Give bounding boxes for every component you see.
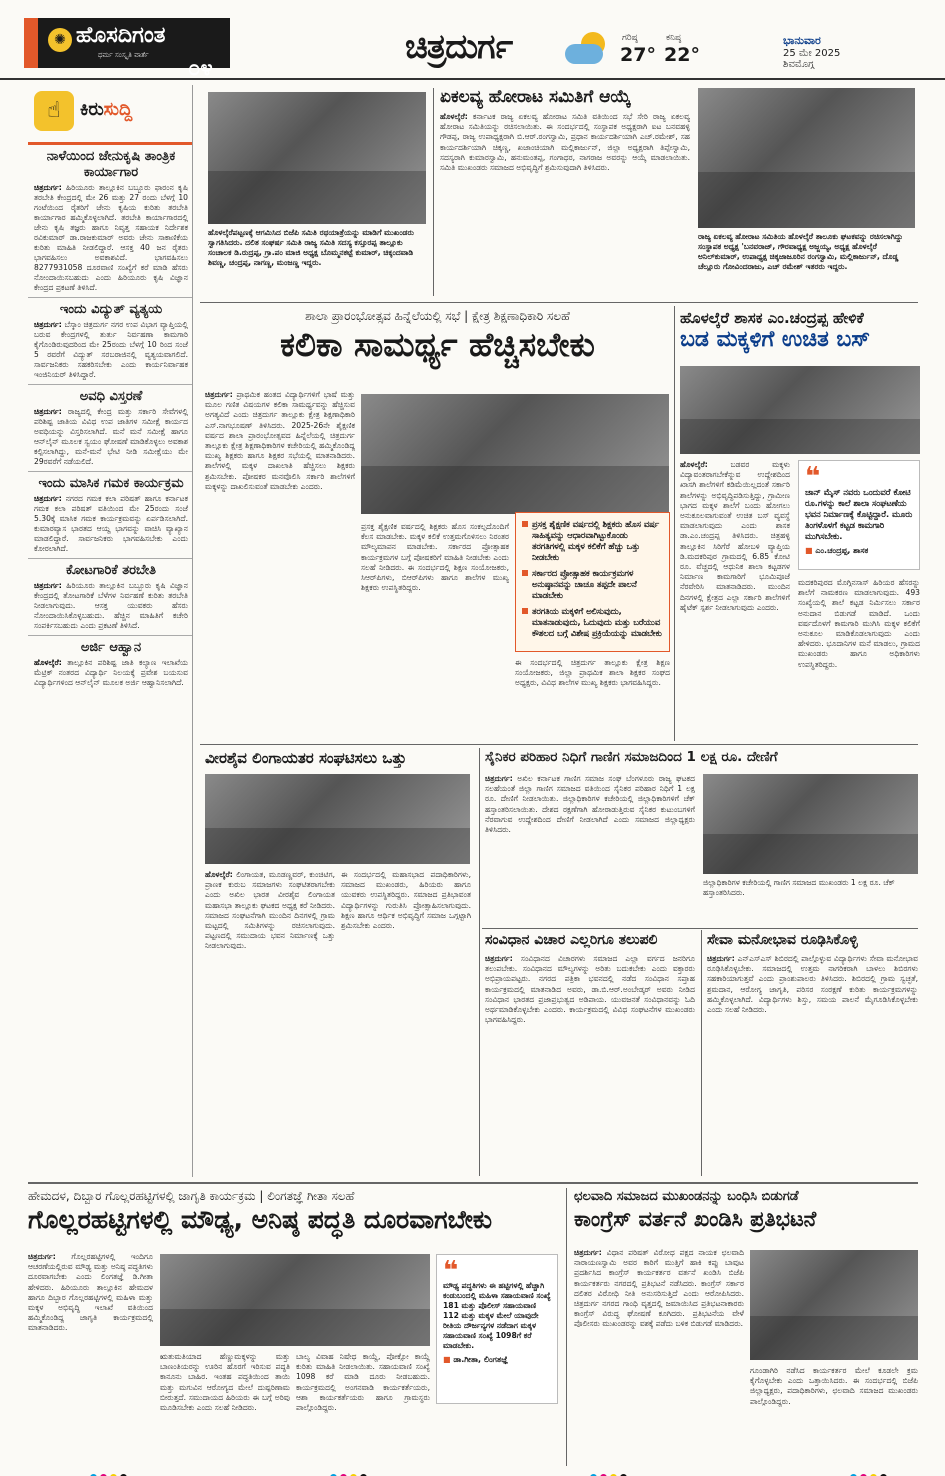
kalika-body-2: ಪ್ರಸಕ್ತ ಶೈಕ್ಷಣಿಕ ವರ್ಷದಲ್ಲಿ ಶಿಕ್ಷಕರು ಹೊಸ ಸಂಕಲ್ಪದೊಂದಿಗೆ ಕೆಲಸ ಮಾಡಬೇಕು. ಮಕ್ಕಳ ಕಲಿಕೆ ಉತ್ತಮಗೊಳಿಸಲು ನಿರಂತರ ಮೌಲ್ಯಮಾಪನ ಮಾಡಬೇಕು. ಸರ್ಕಾರದ ಪ್ರೋತ್ಸಾಹಕ ಕಾರ್ಯಕ್ರಮಗಳ ಬಗ್ಗೆ ಪೋಷಕರಿಗೆ ಮಾಹಿತಿ ನೀಡಬೇಕು ಎಂದು ಸಲಹೆ ನೀಡಿದರು. ಈ ಸಂದರ್ಭದಲ್ಲಿ ಶಿಕ್ಷಣ ಸಂಯೋಜಕರು, ಸಿಆರ್‌ಪಿಗಳು, ಬಿಆರ್‌ಪಿಗಳು ಹಾಗೂ ಶಾಲೆಗಳ ಮುಖ್ಯ ಶಿಕ್ಷಕರು ಉಪಸ್ಥಿತರಿದ್ದರು. bbox=[361, 522, 509, 593]
mouda-kicker: ಹೇಮದಳ, ದಿಬ್ಬಾರ ಗೊಲ್ಲರಹಟ್ಟಿಗಳಲ್ಲಿ ಜಾಗೃತಿ ಕಾರ್ಯಕ್ರಮ | ಲಿಂಗತಜ್ಞೆ ಗೀತಾ ಸಲಹೆ bbox=[28, 1189, 355, 1203]
bus-body-1: ಹೊಳಲ್ಕೆರೆ: ಬಡವರ ಮಕ್ಕಳು ವಿದ್ಯಾವಂತರಾಗಬೇಕೆನ್ನುವ ಉದ್ದೇಶದಿಂದ ಖಾಸಗಿ ಶಾಲೆಗಳಿಗೆ ಕಡಿಮೆಯಿಲ್ಲದಂತೆ ಸರ್ಕಾರಿ ಶಾಲೆಗಳನ್ನು ಅಭಿವೃದ್ಧಿಪಡಿಸುತ್ತಿದ್ದು, ಗ್ರಾಮೀಣ ಭಾಗದ ಮಕ್ಕಳ ಶಾಲೆಗೆ ಬಂದು ಹೋಗಲು ಅನುಕೂಲವಾಗುವಂತೆ ಉಚಿತ ಬಸ್ ವ್ಯವಸ್ಥೆ ಮಾಡಲಾಗುವುದು ಎಂದು ಶಾಸಕ ಡಾ.ಎಂ.ಚಂದ್ರಪ್ಪ ತಿಳಿಸಿದರು. ಚಿತ್ರಹಳ್ಳಿ ತಾಲ್ಲೂಕಿನ ಸಿರಿಗೆರೆ ಹೋಬಳಿ ವ್ಯಾಪ್ತಿಯ ಡಿ.ಮದಕರಿಪುರ ಗ್ರಾಮದಲ್ಲಿ 6.85 ಕೋಟಿ ರೂ. ವೆಚ್ಚದಲ್ಲಿ ಆಧುನಿಕ ಶಾಲಾ ಕಟ್ಟಡಗಳ ನಿರ್ಮಾಣ ಕಾಮಗಾರಿಗೆ ಭೂಮಿಪೂಜೆ ನೆರವೇರಿಸಿ ಮಾತನಾಡಿದರು. ಮುಂದಿನ ದಿನಗಳಲ್ಲಿ ಕ್ಷೇತ್ರದ ಎಲ್ಲಾ ಸರ್ಕಾರಿ ಶಾಲೆಗಳಿಗೆ ಹೈಟೆಕ್ ಸ್ಪರ್ಶ ನೀಡಲಾಗುವುದು ಎಂದರು. bbox=[680, 460, 790, 612]
pullquote-text: ಮೌಢ್ಯ ಪದ್ಧತಿಗಳು ಈ ಹಟ್ಟಿಗಳಲ್ಲಿ ಹೆಚ್ಚಾಗಿ ಕಂಡುಬಂದಲ್ಲಿ ಮಹಿಳಾ ಸಹಾಯವಾಣಿ ಸಂಖ್ಯೆ 181 ಮತ್ತು ಪೊಲೀಸ್ ಸಹಾಯವಾಣಿ 112 ಮತ್ತು ಮಕ್ಕಳ ಮೇಲೆ ಯಾವುದೇ ರೀತಿಯ ದೌರ್ಜನ್ಯಗಳ ನಡೆದಾಗ ಮಕ್ಕಳ ಸಹಾಯವಾಣಿ ಸಂಖ್ಯೆ 1098ಗೆ ಕರೆ ಮಾಡಬೇಕು. bbox=[443, 1281, 551, 1350]
bus-headline-top: ಹೊಳಲ್ಕೆರೆ ಶಾಸಕ ಎಂ.ಚಂದ್ರಪ್ಪ ಹೇಳಿಕೆ bbox=[680, 309, 864, 327]
veerashaiva-body-2: ಈ ಸಂದರ್ಭದಲ್ಲಿ ಮಹಾಸಭಾದ ಪದಾಧಿಕಾರಿಗಳು, ಸಮಾಜದ ಮುಖಂಡರು, ಹಿರಿಯರು ಹಾಗೂ ಯುವಕರು ಉಪಸ್ಥಿತರಿದ್ದರು. ಸಮಾಜದ ಪ್ರತಿಭಾವಂತ ವಿದ್ಯಾರ್ಥಿಗಳನ್ನು ಗುರುತಿಸಿ ಪ್ರೋತ್ಸಾಹಿಸಲಾಗುವುದು. ಶಿಕ್ಷಣ ಹಾಗೂ ಆರ್ಥಿಕ ಅಭಿವೃದ್ಧಿಗೆ ಸಮಾಜ ಒಗ್ಗಟ್ಟಾಗಿ ಶ್ರಮಿಸಬೇಕು ಎಂದರು. bbox=[341, 870, 471, 931]
brief-title: ನಾಳೆಯಿಂದ ಜೇನುಕೃಷಿ ತಾಂತ್ರಿಕ ಕಾರ್ಯಾಗಾರ bbox=[46, 149, 176, 180]
brief-body: ಚಿತ್ರದುರ್ಗ: ಹಿರಿಯೂರು ತಾಲ್ಲೂಕಿನ ಬಬ್ಬೂರು ಕೃಷಿ ವಿಜ್ಞಾನ ಕೇಂದ್ರದಲ್ಲಿ ತೋಟಗಾರಿಕೆ ಬೆಳೆಗಳ ನಿರ್ವಹಣೆ ಕುರಿತು ತರಬೇತಿ ನೀಡಲಾಗುವುದು. ಆಸಕ್ತ ಯುವಕರು ಹೆಸರು ನೋಂದಾಯಿಸಿಕೊಳ್ಳಬಹುದು. ಹೆಚ್ಚಿನ ಮಾಹಿತಿಗೆ ಕಚೇರಿ ಸಂಪರ್ಕಿಸಬಹುದು ಎಂದು ಪ್ರಕಟಣೆ ತಿಳಿಸಿದೆ. bbox=[34, 581, 188, 630]
color-registration-marks bbox=[590, 1466, 630, 1474]
mouda-photo bbox=[160, 1254, 430, 1346]
rally-caption: ಹೊಳಲ್ಕೆರೆಪಟ್ಟಣಕ್ಕೆ ಆಗಮಿಸಿದ ಬಿಜೆಪಿ ಸಮಿತಿ ರಥಯಾತ್ರೆಯನ್ನು ಮಾಡಿಗೆ ಮುಖಂಡರು ಸ್ವಾಗತಿಸಿದರು. ದಲಿತ ಸಂಘರ್ಷ ಸಮಿತಿ ರಾಜ್ಯ ಸಮಿತಿ ಸದಸ್ಯ ಕಸ್ತೂರಪ್ಪ ತಾಲ್ಲೂಕು ಸಂಚಾಲಕ ಡಿ.ರುದ್ರಪ್ಪ, ಗ್ರಾ.ಪಂ ಮಾಜಿ ಅಧ್ಯಕ್ಷ ಬೊಮ್ಮನಕಟ್ಟೆ ಕುಮಾರ್, ಚಿಕ್ಕಂದವಾಡಿ ಶಿವಣ್ಣ, ಚಂದ್ರಪ್ಪ, ನಾಗಣ್ಣ, ಮಂಜಣ್ಣ ಇದ್ದರು. bbox=[208, 228, 414, 267]
veerashaiva-story bbox=[205, 750, 475, 1175]
brief-title: ಇಂದು ವಿದ್ಯುತ್ ವ್ಯತ್ಯಯ bbox=[59, 302, 163, 317]
kalika-body-1: ಚಿತ್ರದುರ್ಗ: ಪ್ರಾಥಮಿಕ ಹಂತದ ವಿದ್ಯಾರ್ಥಿಗಳಿಗೆ ಭಾಷೆ ಮತ್ತು ಮೂಲ ಗಣಿತ ವಿಷಯಗಳ ಕಲಿಕಾ ಸಾಮರ್ಥ್ಯವನ್ನು ಹೆಚ್ಚಿಸುವ ಅಗತ್ಯವಿದೆ ಎಂದು ಚಿತ್ರದುರ್ಗ ತಾಲ್ಲೂಕು ಕ್ಷೇತ್ರ ಶಿಕ್ಷಣಾಧಿಕಾರಿ ಎಸ್.ನಾಗಭೂಷಣ್ ತಿಳಿಸಿದರು. 2025-26ನೇ ಶೈಕ್ಷಣಿಕ ವರ್ಷದ ಶಾಲಾ ಪ್ರಾರಂಭೋತ್ಸವದ ಹಿನ್ನೆಲೆಯಲ್ಲಿ ಚಿತ್ರದುರ್ಗ ತಾಲ್ಲೂಕು ಕ್ಷೇತ್ರ ಶಿಕ್ಷಣಾಧಿಕಾರಿಗಳ ಕಚೇರಿಯಲ್ಲಿ ಹಮ್ಮಿಕೊಂಡಿದ್ದ ಮುಖ್ಯ ಶಿಕ್ಷಕರು ಹಾಗೂ ಶಿಕ್ಷಕರ ಸಭೆಯಲ್ಲಿ ಮಾತನಾಡಿದರು. ಶಾಲೆಗಳಲ್ಲಿ ಮಕ್ಕಳ ದಾಖಲಾತಿ ಹೆಚ್ಚಿಸಲು ಶಿಕ್ಷಕರು ಶ್ರಮಿಸಬೇಕು. ಪೋಷಕರ ಮನವೊಲಿಸಿ ಸರ್ಕಾರಿ ಶಾಲೆಗಳಿಗೆ ಮಕ್ಕಳನ್ನು ದಾಖಲಿಸುವಂತೆ ಮಾಡಬೇಕು ಎಂದರು. bbox=[205, 390, 355, 491]
highlight-item: ಪ್ರಸಕ್ತ ಶೈಕ್ಷಣಿಕ ವರ್ಷದಲ್ಲಿ ಶಿಕ್ಷಕರು ಹೊಸ ವರ್ಷ ಸಾಹಿತ್ಯವನ್ನು ಆಧಾರವಾಗಿಟ್ಟುಕೊಂಡು ತರಗತಿಗಳಲ್ಲಿ ಮಕ್ಕಳ ಕಲಿಕೆಗೆ ಹೆಚ್ಚು ಒತ್ತು ನೀಡಬೇಕು bbox=[522, 519, 663, 563]
temp-min: 22° bbox=[664, 44, 700, 66]
temp-min-label: ಕನಿಷ್ಠ bbox=[666, 33, 682, 43]
kalika-highlights bbox=[515, 512, 670, 652]
highlight-item: ಸರ್ಕಾರದ ಪ್ರೋತ್ಸಾಹಕ ಕಾರ್ಯಕ್ರಮಗಳ ಅನುಷ್ಠಾನವನ್ನು ಚಾಚೂ ತಪ್ಪದೇ ಪಾಲನೆ ಮಾಡಬೇಕು bbox=[522, 568, 663, 601]
brief-item bbox=[28, 636, 192, 692]
seva-body: ಚಿತ್ರದುರ್ಗ: ಎನ್‌ಎಸ್‌ಎಸ್ ಶಿಬಿರದಲ್ಲಿ ಪಾಲ್ಗೊಳ್ಳುವ ವಿದ್ಯಾರ್ಥಿಗಳು ಸೇವಾ ಮನೋಭಾವ ರೂಢಿಸಿಕೊಳ್ಳಬೇಕು. ಸಮಾಜದಲ್ಲಿ ಉತ್ತಮ ನಾಗರಿಕರಾಗಿ ಬಾಳಲು ಶಿಬಿರಗಳು ಸಹಕಾರಿಯಾಗುತ್ತವೆ ಎಂದು ಪ್ರಾಂಶುಪಾಲರು ತಿಳಿಸಿದರು. ಶಿಬಿರದಲ್ಲಿ ಗ್ರಾಮ ಸ್ವಚ್ಛತೆ, ಶ್ರಮದಾನ, ಆರೋಗ್ಯ ಜಾಗೃತಿ, ಪರಿಸರ ಸಂರಕ್ಷಣೆ ಕುರಿತು ಕಾರ್ಯಕ್ರಮಗಳನ್ನು ಹಮ್ಮಿಕೊಳ್ಳಲಾಗಿದೆ. ವಿದ್ಯಾರ್ಥಿಗಳು ಶಿಸ್ತು, ಸಮಯ ಪಾಲನೆ ಮೈಗೂಡಿಸಿಕೊಳ್ಳಬೇಕು ಎಂದು ಸಲಹೆ ನೀಡಿದರು. bbox=[707, 954, 918, 1015]
issue-date: 25 ಮೇ 2025 bbox=[783, 48, 841, 59]
brief-title: ಕೋಟಗಾರಿಕೆ ತರಬೇತಿ bbox=[65, 563, 157, 578]
date-box bbox=[783, 34, 840, 70]
sainikara-photo bbox=[703, 774, 918, 874]
sainikara-story bbox=[485, 750, 918, 925]
brief-body: ಚಿತ್ರದುರ್ಗ: ನಗರದ ಗಮಕ ಕಲಾ ಪರಿಷತ್ ಹಾಗೂ ಕರ್ನಾಟಕ ಗಮಕ ಕಲಾ ಪರಿಷತ್ ವತಿಯಿಂದ ಮೇ 25ರಂದು ಸಂಜೆ 5.30ಕ್ಕೆ ಮಾಸಿಕ ಗಮಕ ಕಾರ್ಯಕ್ರಮವನ್ನು ಏರ್ಪಡಿಸಲಾಗಿದೆ. ಕುಮಾರವ್ಯಾಸ ಭಾರತದ ಆಯ್ದ ಭಾಗವನ್ನು ವಾಚಿಸಿ ವ್ಯಾಖ್ಯಾನ ಮಾಡಲಿದ್ದಾರೆ. ಸಾರ್ವಜನಿಕರು ಭಾಗವಹಿಸಬೇಕು ಎಂದು ಕೋರಲಾಗಿದೆ. bbox=[34, 494, 188, 553]
temp-max-label: ಗರಿಷ್ಠ bbox=[622, 33, 638, 43]
sidebar-title: ಕಿರುಸುದ್ದಿ bbox=[80, 99, 133, 120]
congress-body-1: ಚಿತ್ರದುರ್ಗ: ವಿಧಾನ ಪರಿಷತ್ ವಿರೋಧ ಪಕ್ಷದ ನಾಯಕ ಛಲವಾದಿ ನಾರಾಯಣಸ್ವಾಮಿ ಅವರ ಕಾರಿಗೆ ಮುತ್ತಿಗೆ ಹಾಕಿ ಕಪ್ಪು ಬಾವುಟ ಪ್ರದರ್ಶಿಸಿದ ಕಾಂಗ್ರೆಸ್ ಕಾರ್ಯಕರ್ತರ ವರ್ತನೆ ಖಂಡಿಸಿ ಬಿಜೆಪಿ ಕಾರ್ಯಕರ್ತರು ನಗರದಲ್ಲಿ ಪ್ರತಿಭಟನೆ ನಡೆಸಿದರು. ಕಾಂಗ್ರೆಸ್ ಸರ್ಕಾರ ದಲಿತರ ವಿರೋಧಿ ನೀತಿ ಅನುಸರಿಸುತ್ತಿದೆ ಎಂದು ಆರೋಪಿಸಿದರು. ಚಿತ್ರದುರ್ಗ ನಗರದ ಗಾಂಧಿ ವೃತ್ತದಲ್ಲಿ ಜಮಾಯಿಸಿದ ಪ್ರತಿಭಟನಾಕಾರರು ಕಾಂಗ್ರೆಸ್ ವಿರುದ್ಧ ಘೋಷಣೆ ಕೂಗಿದರು. ಪ್ರತಿಭಟನೆಯ ವೇಳೆ ಪೊಲೀಸರು ಮುಖಂಡರನ್ನು ವಶಕ್ಕೆ ಪಡೆದು ಬಳಿಕ ಬಿಡುಗಡೆ ಮಾಡಿದರು. bbox=[574, 1248, 744, 1329]
weather-icon bbox=[565, 32, 609, 66]
finger-point-icon: ☝ bbox=[34, 91, 74, 131]
seva-headline: ಸೇವಾ ಮನೋಭಾವ ರೂಢಿಸಿಕೊಳ್ಳಿ bbox=[707, 932, 858, 948]
brief-title: ಅವಧಿ ವಿಸ್ತರಣೆ bbox=[79, 389, 143, 404]
logo-tagline: ಧರ್ಮ ಸಂಸ್ಕೃತಿ ವಾರ್ತೆ bbox=[98, 51, 149, 59]
congress-headline: ಕಾಂಗ್ರೆಸ್ ವರ್ತನೆ ಖಂಡಿಸಿ ಪ್ರತಿಭಟನೆ bbox=[574, 1206, 817, 1231]
brief-title: ಇಂದು ಮಾಸಿಕ ಗಮಕ ಕಾರ್ಯಕ್ರಮ bbox=[38, 476, 184, 491]
logo-emblem-icon: ✺ bbox=[48, 28, 72, 52]
veerashaiva-body-1: ಹೊಳಲ್ಕೆರೆ: ಲಿಂಗಾಯತ, ಮೂಡಣ್ಣವರ್, ಕುಂಚಿಟಿಗ, ಪ್ರಾಣಕ ಕುರುಬ ಸಮಾಜಗಳು ಸಂಘಟಿತರಾಗಬೇಕು ಎಂದು ಅಖಿಲ ಭಾರತ ವೀರಶೈವ ಲಿಂಗಾಯತ ಮಹಾಸಭಾ ತಾಲ್ಲೂಕು ಘಟಕದ ಅಧ್ಯಕ್ಷ ಕರೆ ನೀಡಿದರು. ಸಮಾಜದ ಸಂಘಟನೆಗಾಗಿ ಮುಂದಿನ ದಿನಗಳಲ್ಲಿ ಗ್ರಾಮ ಮಟ್ಟದಲ್ಲಿ ಸಮಿತಿಗಳನ್ನು ರಚಿಸಲಾಗುವುದು. ಪಟ್ಟಣದಲ್ಲಿ ಸಮುದಾಯ ಭವನ ನಿರ್ಮಾಣಕ್ಕೆ ಒತ್ತು ನೀಡಲಾಗುವುದು. bbox=[205, 870, 335, 951]
ekalavya-story bbox=[440, 88, 915, 298]
samvidhana-headline: ಸಂವಿಧಾನ ವಿಚಾರ ಎಲ್ಲರಿಗೂ ತಲುಪಲಿ bbox=[485, 932, 658, 948]
mouda-body-3: ಬಾಲ್ಯ ವಿವಾಹ ನಿಷೇಧ ಕಾಯ್ದೆ, ಪೋಕ್ಸೋ ಕಾಯ್ದೆ ಕುರಿತು ಮಾಹಿತಿ ನೀಡಲಾಯಿತು. ಸಹಾಯವಾಣಿ ಸಂಖ್ಯೆ 1098 ಕರೆ ಮಾಡಿ ದೂರು ನೀಡಬಹುದು. ಕಾರ್ಯಕ್ರಮದಲ್ಲಿ ಅಂಗನವಾಡಿ ಕಾರ್ಯಕರ್ತೆಯರು, ಆಶಾ ಕಾರ್ಯಕರ್ತೆಯರು ಹಾಗೂ ಗ್ರಾಮಸ್ಥರು ಪಾಲ್ಗೊಂಡಿದ್ದರು. bbox=[296, 1352, 430, 1413]
brief-body: ಚಿತ್ರದುರ್ಗ: ಹಿರಿಯೂರು ತಾಲ್ಲೂಕಿನ ಬಬ್ಬೂರು ಫಾರಂನ ಕೃಷಿ ತರಬೇತಿ ಕೇಂದ್ರದಲ್ಲಿ ಮೇ 26 ಮತ್ತು 27 ರಂದು ಬೆಳಗ್ಗೆ 10 ಗಂಟೆಯಿಂದ ರೈತರಿಗೆ ಜೇನು ಕೃಷಿಯ ಕುರಿತು ತರಬೇತಿ ಕಾರ್ಯಾಗಾರ ಹಮ್ಮಿಕೊಳ್ಳಲಾಗಿದೆ. ತರಬೇತಿ ಕಾರ್ಯಾಗಾರದಲ್ಲಿ ಜೇನು ಕೃಷಿ ತಜ್ಞರು ಹಾಗೂ ನಿವೃತ್ತ ಸಹಾಯಕ ನಿರ್ದೇಶಕ ರವಿಕುಮಾರ್ ಡಾ.ರಾಜಕುಮಾರ್ ಅವರು ಜೇನು ಸಾಕಾಣಿಕೆಯ ಕುರಿತು ಮಾಹಿತಿ ನೀಡಲಿದ್ದಾರೆ. ಆಸಕ್ತ 40 ಜನ ರೈತರು ಭಾಗವಹಿಸಲು ಅವಕಾಶವಿದೆ. ಭಾಗವಹಿಸಲು 8277931058 ದೂರವಾಣಿ ಸಂಖ್ಯೆಗೆ ಕರೆ ಮಾಡಿ ಹೆಸರು ನೋಂದಾಯಿಸಬಹುದು ಎಂದು ಹಿರಿಯೂರು ಕೃಷಿ ವಿಜ್ಞಾನ ಕೇಂದ್ರದ ಪ್ರಕಟಣೆ ತಿಳಿಸಿದೆ. bbox=[34, 183, 188, 292]
row-rule bbox=[482, 928, 918, 929]
samvidhana-body: ಚಿತ್ರದುರ್ಗ: ಸಂವಿಧಾನದ ವಿಚಾರಗಳು ಸಮಾಜದ ಎಲ್ಲಾ ವರ್ಗದ ಜನರಿಗೂ ತಲುಪಬೇಕು. ಸಂವಿಧಾನದ ಮೌಲ್ಯಗಳನ್ನು ಅರಿತು ಬದುಕಬೇಕು ಎಂದು ವಕ್ತಾರರು ಅಭಿಪ್ರಾಯಪಟ್ಟರು. ನಗರದ ಪತ್ರಿಕಾ ಭವನದಲ್ಲಿ ನಡೆದ ಸಂವಿಧಾನ ಸಪ್ತಾಹ ಕಾರ್ಯಕ್ರಮದಲ್ಲಿ ಮಾತನಾಡಿದ ಅವರು, ಡಾ.ಬಿ.ಆರ್.ಅಂಬೇಡ್ಕರ್ ಅವರು ನೀಡಿದ ಸಂವಿಧಾನ ಭಾರತದ ಪ್ರಜಾಪ್ರಭುತ್ವದ ಅಡಿಪಾಯ. ಯುವಜನತೆ ಸಂವಿಧಾನವನ್ನು ಓದಿ ಅರ್ಥಮಾಡಿಕೊಳ್ಳಬೇಕು ಎಂದರು. ಕಾರ್ಯಕ್ರಮದಲ್ಲಿ ವಿವಿಧ ಸಂಘಟನೆಗಳ ಮುಖಂಡರು ಭಾಗವಹಿಸಿದ್ದರು. bbox=[485, 954, 695, 1025]
kalika-story bbox=[205, 310, 670, 740]
seva-story bbox=[707, 932, 918, 1177]
brief-body: ಹೊಳಲ್ಕೆರೆ: ತಾಲ್ಲೂಕಿನ ಪರಿಶಿಷ್ಟ ಜಾತಿ ಕಲ್ಯಾಣ ಇಲಾಖೆಯ ಮೆಟ್ರಿಕ್ ನಂತರದ ವಿದ್ಯಾರ್ಥಿ ನಿಲಯಕ್ಕೆ ಪ್ರವೇಶ ಬಯಸುವ ವಿದ್ಯಾರ್ಥಿಗಳಿಂದ ಆನ್‌ಲೈನ್ ಮೂಲಕ ಅರ್ಜಿ ಆಹ್ವಾನಿಸಲಾಗಿದೆ. bbox=[34, 658, 188, 687]
pullquote-text: ಜಾನ್ ಮೈಸ್ ನವರು ಒಂದುವರೆ ಕೋಟಿ ರೂ.ಗಳನ್ನು ಕಾಲೆ ಶಾಲಾ ಸಂಘಟಣೆಯ ಭವನ ನಿರ್ಮಾಣಕ್ಕೆ ಕೊಟ್ಟಿದ್ದಾರೆ. ಮೂರು ತಿಂಗಳೊಳಗೆ ಕಟ್ಟಡ ಕಾಮಗಾರಿ ಮುಗಿಸಬೇಕು. bbox=[805, 487, 913, 541]
column-rule bbox=[701, 930, 702, 1176]
veerashaiva-headline: ವೀರಶೈವ ಲಿಂಗಾಯತರ ಸಂಘಟಿಸಲು ಒತ್ತು bbox=[205, 749, 407, 767]
bus-body-3: ಮದಕರಿಪುರದ ಮೊಗ್ಗಿನಸಾಸ್ ಹಿರಿಯರ ಹೆಸರನ್ನು ಶಾಲೆಗೆ ನಾಮಕರಣ ಮಾಡಲಾಗುವುದು. 493 ಸಂಖ್ಯೆಯಲ್ಲಿ ಶಾಲೆ ಕಟ್ಟಡ ನಿರ್ಮಿಸಲು ಸರ್ಕಾರ ಅನುದಾನ ಬಿಡುಗಡೆ ಮಾಡಿದೆ. ಒಂದು ವರ್ಷದೊಳಗೆ ಕಾಮಗಾರಿ ಮುಗಿಸಿ ಮಕ್ಕಳ ಕಲಿಕೆಗೆ ಅನುಕೂಲ ಮಾಡಿಕೊಡಲಾಗುವುದು ಎಂದು ಹೇಳಿದರು. ಭೂದಾನಿಗಳ ಮನೆ ಮಾಡಲು, ಗ್ರಾಮದ ಮುಖಂಡರು ಹಾಗೂ ಅಧಿಕಾರಿಗಳು ಉಪಸ್ಥಿತರಿದ್ದರು. bbox=[798, 578, 920, 669]
quote-mark-icon: ❝ bbox=[805, 462, 821, 492]
congress-kicker: ಛಲವಾದಿ ಸಮಾಜದ ಮುಖಂಡನನ್ನು ಬಂಧಿಸಿ ಬಿಡುಗಡೆ bbox=[574, 1189, 799, 1204]
bus-pullquote bbox=[798, 460, 920, 570]
mouda-headline: ಗೊಲ್ಲರಹಟ್ಟಿಗಳಲ್ಲಿ ಮೌಢ್ಯ, ಅನಿಷ್ಠ ಪದ್ಧತಿ ದೂರವಾಗಬೇಕು bbox=[28, 1204, 493, 1234]
masthead bbox=[0, 0, 945, 80]
ekalavya-caption: ರಾಜ್ಯ ಏಕಲವ್ಯ ಹೋರಾಟ ಸಮಿತಿಯ ಹೊಳಲ್ಕೆರೆ ತಾಲೂಕು ಘಟಕವನ್ನು ರಚಿಸಲಾಗಿದ್ದು ಸಂಸ್ಥಾಪಕ ಅಧ್ಯಕ್ಷ 'ಬನವರಾಜ್, ಗೌರವಾಧ್ಯಕ್ಷ ಅಜ್ಜಯ್ಯ, ಅಧ್ಯಕ್ಷ ಹೊಳಲ್ಕೆರೆ ಅನಿಲ್‌ಕುಮಾರ್, ಉಪಾಧ್ಯಕ್ಷ ಚಿಕ್ಕಜಾಜೂರಿನ ರಂಗಸ್ವಾಮಿ, ಮಲ್ಲಿಕಾರ್ಜುನ್, ದೊಡ್ಡ ಚೆಲ್ಲೂರು ಗೋವಿಂದರಾಜು, ಎಚ್ ರಮೇಶ್ ಇತರರು ಇದ್ದರು. bbox=[698, 232, 903, 271]
pullquote-attribution: ■ ಎಂ.ಚಂದ್ರಪ್ಪ, ಶಾಸಕ bbox=[805, 546, 913, 556]
samvidhana-story bbox=[485, 932, 695, 1177]
ekalavya-headline: ಏಕಲವ್ಯ ಹೋರಾಟ ಸಮಿತಿಗೆ ಆಯ್ಕೆ bbox=[440, 87, 631, 107]
kalika-kicker: ಶಾಲಾ ಪ್ರಾರಂಭೋತ್ಸವ ಹಿನ್ನೆಲೆಯಲ್ಲಿ ಸಭೆ | ಕ್ಷೇತ್ರ ಶಿಕ್ಷಣಾಧಿಕಾರಿ ಸಲಹೆ bbox=[305, 309, 570, 323]
bus-story bbox=[680, 310, 920, 740]
quote-mark-icon: ❝ bbox=[443, 1256, 459, 1286]
newspaper-logo bbox=[24, 18, 230, 81]
brief-item bbox=[28, 559, 192, 636]
mouda-body-2: ಋತುಮತಿಯಾದ ಹೆಣ್ಣುಮಕ್ಕಳನ್ನು ಮತ್ತು ಬಾಣಂತಿಯರನ್ನು ಊರಿನ ಹೊರಗೆ ಇರಿಸುವ ಪದ್ಧತಿ ಕಾನೂನು ಬಾಹಿರ. ಇಂತಹ ಪದ್ಧತಿಯಿಂದ ತಾಯಿ ಮತ್ತು ಮಗುವಿನ ಆರೋಗ್ಯದ ಮೇಲೆ ದುಷ್ಪರಿಣಾಮ ಬೀರುತ್ತದೆ. ಸಮುದಾಯದ ಹಿರಿಯರು ಈ ಬಗ್ಗೆ ಅರಿವು ಮೂಡಿಸಬೇಕು ಎಂದು ಸಲಹೆ ನೀಡಿದರು. bbox=[160, 1352, 290, 1413]
kalika-photo bbox=[361, 394, 669, 514]
brief-body: ಚಿತ್ರದುರ್ಗ: ರಾಜ್ಯದಲ್ಲಿ ಕೇಂದ್ರ ಮತ್ತು ಸರ್ಕಾರಿ ಸೇವೆಗಳಲ್ಲಿ ಪರಿಶಿಷ್ಟ ಜಾತಿಯ ವಿವಿಧ ಉಪ ಜಾತಿಗಳ ಸಮೀಕ್ಷೆ ಕಾರ್ಯದ ಅವಧಿಯನ್ನು ವಿಸ್ತರಿಸಲಾಗಿದೆ. ಮನೆ ಮನೆ ಸಮೀಕ್ಷೆ ಹಾಗೂ ಆನ್‌ಲೈನ್ ಮೂಲಕ ಸ್ವಯಂ ಘೋಷಣೆ ಮಾಡಿಕೊಳ್ಳಲು ಅವಕಾಶ ಕಲ್ಪಿಸಲಾಗಿದ್ದು, ಮನೆ-ಮನೆ ಭೇಟಿ ನೀಡಿ ಸಮೀಕ್ಷೆಯು ಮೇ 29ರವರೆಗೆ ನಡೆಯಲಿದೆ. bbox=[34, 407, 188, 466]
weekday: ಭಾನುವಾರ bbox=[783, 34, 821, 47]
brief-item bbox=[28, 145, 192, 298]
temp-max: 27° bbox=[620, 44, 656, 66]
color-registration-marks bbox=[330, 1466, 370, 1474]
rally-photo bbox=[208, 92, 426, 224]
color-registration-marks bbox=[90, 1466, 130, 1474]
page-number: ೦೪ bbox=[188, 56, 213, 81]
sainikara-caption: ಜಿಲ್ಲಾಧಿಕಾರಿಗಳ ಕಚೇರಿಯಲ್ಲಿ ಗಾಣಿಗ ಸಮಾಜದ ಮುಖಂಡರು 1 ಲಕ್ಷ ರೂ. ಚೆಕ್ ಹಸ್ತಾಂತರಿಸಿದರು. bbox=[703, 878, 895, 897]
brief-body: ಚಿತ್ರದುರ್ಗ: ಬೆಸ್ಕಾಂ ಚಿತ್ರದುರ್ಗ ನಗರ ಉಪ ವಿಭಾಗ ವ್ಯಾಪ್ತಿಯಲ್ಲಿ ಬರುವ ಕೇಂದ್ರಗಳಲ್ಲಿ ತುರ್ತು ನಿರ್ವಹಣಾ ಕಾಮಗಾರಿ ಕೈಗೊಂಡಿರುವುದರಿಂದ ಮೇ 25ರಂದು ಬೆಳಗ್ಗೆ 10 ರಿಂದ ಸಂಜೆ 5 ರವರೆಗೆ ವಿದ್ಯುತ್ ಸರಬರಾಜಿನಲ್ಲಿ ವ್ಯತ್ಯಯವಾಗಲಿದೆ. ಸಾರ್ವಜನಿಕರು ಸಹಕರಿಸಬೇಕು ಎಂದು ಕಾರ್ಯನಿರ್ವಾಹಕ ಇಂಜಿನಿಯರ್ ತಿಳಿಸಿದ್ದಾರೆ. bbox=[34, 320, 188, 379]
mouda-pullquote bbox=[436, 1254, 558, 1404]
city-name: ಚಿತ್ರದುರ್ಗ bbox=[405, 27, 513, 67]
bus-headline: ಬಡ ಮಕ್ಕಳಿಗೆ ಉಚಿತ ಬಸ್ bbox=[680, 327, 871, 353]
pullquote-attribution: ■ ಡಾ.ಗೀತಾ, ಲಿಂಗತಜ್ಞೆ bbox=[443, 1355, 551, 1365]
brief-item bbox=[28, 298, 192, 385]
row-rule bbox=[200, 744, 918, 745]
brief-item bbox=[28, 472, 192, 559]
kalika-headline: ಕಲಿಕಾ ಸಾಮರ್ಥ್ಯ ಹೆಚ್ಚಿಸಬೇಕು bbox=[280, 324, 595, 364]
logo-text: ಹೊಸದಿಗಂತ bbox=[76, 23, 166, 48]
bus-photo bbox=[680, 366, 920, 454]
congress-photo bbox=[750, 1250, 918, 1360]
color-registration-marks bbox=[850, 1466, 890, 1474]
sainikara-headline: ಸೈನಿಕರ ಪರಿಹಾರ ನಿಧಿಗೆ ಗಾಣಿಗ ಸಮಾಜದಿಂದ 1 ಲಕ್ಷ ರೂ. ದೇಣಿಗೆ bbox=[485, 749, 778, 765]
edition-name: ಶಿವಮೊಗ್ಗ bbox=[783, 59, 815, 70]
sainikara-body: ಚಿತ್ರದುರ್ಗ: ಅಖಿಲ ಕರ್ನಾಟಕ ಗಾಣಿಗ ಸಮಾಜ ಸಂಘ ಬೆಂಗಳೂರು ರಾಜ್ಯ ಘಟಕದ ಸಲಹೆಯಂತೆ ಜಿಲ್ಲಾ ಗಾಣಿಗ ಸಮಾಜದ ವತಿಯಿಂದ ಸೈನಿಕರ ಪರಿಹಾರ ನಿಧಿಗೆ 1 ಲಕ್ಷ ರೂ. ದೇಣಿಗೆ ನೀಡಲಾಯಿತು. ಜಿಲ್ಲಾಧಿಕಾರಿಗಳ ಕಚೇರಿಯಲ್ಲಿ ಜಿಲ್ಲಾಧಿಕಾರಿಗಳಿಗೆ ಚೆಕ್ ಹಸ್ತಾಂತರಿಸಲಾಯಿತು. ದೇಶದ ರಕ್ಷಣೆಗಾಗಿ ಹೋರಾಡುತ್ತಿರುವ ಸೈನಿಕರ ಕುಟುಂಬಗಳಿಗೆ ನೆರವಾಗುವ ಉದ್ದೇಶದಿಂದ ದೇಣಿಗೆ ನೀಡಲಾಗಿದೆ ಎಂದು ಸಮಾಜದ ಜಿಲ್ಲಾಧ್ಯಕ್ಷರು ತಿಳಿಸಿದರು. bbox=[485, 774, 695, 835]
row-rule bbox=[200, 302, 918, 303]
mouda-body-1: ಚಿತ್ರದುರ್ಗ: ಗೊಲ್ಲರಹಟ್ಟಿಗಳಲ್ಲಿ ಇಂದಿಗೂ ಆಚರಣೆಯಲ್ಲಿರುವ ಮೌಢ್ಯ ಮತ್ತು ಅನಿಷ್ಠ ಪದ್ಧತಿಗಳು ದೂರವಾಗಬೇಕು ಎಂದು ಲಿಂಗತಜ್ಞೆ ಡಿ.ಗೀತಾ ಹೇಳಿದರು. ಹಿರಿಯೂರು ತಾಲ್ಲೂಕಿನ ಹೇಮದಳ ಹಾಗೂ ದಿಬ್ಬಾರ ಗೊಲ್ಲರಹಟ್ಟಿಗಳಲ್ಲಿ ಮಹಿಳಾ ಮತ್ತು ಮಕ್ಕಳ ಅಭಿವೃದ್ಧಿ ಇಲಾಖೆ ವತಿಯಿಂದ ಹಮ್ಮಿಕೊಂಡಿದ್ದ ಜಾಗೃತಿ ಕಾರ್ಯಕ್ರಮದಲ್ಲಿ ಮಾತನಾಡಿದರು. bbox=[28, 1252, 153, 1333]
highlight-item: ತರಗತಿಯ ಮಕ್ಕಳಿಗೆ ಅಲಿಸುವುದು, ಮಾತನಾಡುವುದು, ಓದುವುದು ಮತ್ತು ಬರೆಯುವ ಕೌಶಲದ ಬಗ್ಗೆ ವಿಶೇಷ ಪ್ರಕ್ರಿಯೆಯನ್ನು ಮಾಡಬೇಕು bbox=[522, 606, 663, 639]
ekalavya-photo bbox=[698, 88, 915, 228]
mouda-story bbox=[28, 1190, 558, 1465]
veerashaiva-photo bbox=[205, 774, 470, 864]
kalika-body-3: ಈ ಸಂದರ್ಭದಲ್ಲಿ ಚಿತ್ರದುರ್ಗ ತಾಲ್ಲೂಕು ಕ್ಷೇತ್ರ ಶಿಕ್ಷಣ ಸಂಯೋಜಕರು, ಜಿಲ್ಲಾ ಪ್ರಾಥಮಿಕ ಶಾಲಾ ಶಿಕ್ಷಕರ ಸಂಘದ ಅಧ್ಯಕ್ಷರು, ವಿವಿಧ ಶಾಲೆಗಳ ಮುಖ್ಯ ಶಿಕ್ಷಕರು ಭಾಗವಹಿಸಿದ್ದರು. bbox=[515, 658, 670, 688]
sidebar-header bbox=[28, 85, 192, 145]
kiru-suddi-sidebar bbox=[28, 85, 193, 1177]
congress-story bbox=[574, 1190, 918, 1465]
ekalavya-body: ಹೊಳಲ್ಕೆರೆ: ಕರ್ನಾಟಕ ರಾಜ್ಯ ಏಕಲವ್ಯ ಹೋರಾಟ ಸಮಿತಿ ವತಿಯಿಂದ ಸಭೆ ಸೇರಿ ರಾಜ್ಯ ಏಕಲವ್ಯ ಹೋರಾಟ ಸಮಿತಿಯನ್ನು ರಚಿಸಲಾಯಿತು. ಈ ಸಂದರ್ಭದಲ್ಲಿ ಸಂಸ್ಥಾಪಕ ಅಧ್ಯಕ್ಷರಾಗಿ ಐಟ ಬನವಹಳ್ಳಿ ಗೌಡಪ್ಪ, ರಾಜ್ಯ ಉಪಾಧ್ಯಕ್ಷರಾಗಿ ಬಿ.ಆರ್.ರಂಗಸ್ವಾಮಿ, ಪ್ರಧಾನ ಕಾರ್ಯದರ್ಶಿಯಾಗಿ ಎಚ್.ರಮೇಶ್, ಸಹ ಕಾರ್ಯದರ್ಶಿಯಾಗಿ ಚಿಕ್ಕಣ್ಣ, ಖಜಾಂಚಿಯಾಗಿ ಮಲ್ಲಿಕಾರ್ಜುನ್, ಜಿಲ್ಲಾ ಅಧ್ಯಕ್ಷರಾಗಿ ತಿಪ್ಪೇಸ್ವಾಮಿ, ಸದಸ್ಯರಾಗಿ ಕುಮಾರಸ್ವಾಮಿ, ಹನುಮಂತಪ್ಪ, ಗಂಗಾಧರ, ನಾಗರಾಜ ಅವರನ್ನು ಆಯ್ಕೆ ಮಾಡಲಾಯಿತು. ಸಮಿತಿ ಮುಖಂಡರು ಸಮಾಜದ ಅಭಿವೃದ್ಧಿಗೆ ಶ್ರಮಿಸುವುದಾಗಿ ತಿಳಿಸಿದರು. bbox=[440, 112, 690, 173]
column-rule bbox=[566, 1188, 567, 1466]
column-rule bbox=[674, 306, 675, 741]
brief-item bbox=[28, 385, 192, 472]
column-rule bbox=[479, 748, 480, 1176]
brief-title: ಅರ್ಜಿ ಆಹ್ವಾನ bbox=[80, 640, 142, 655]
row-rule bbox=[28, 1182, 918, 1184]
congress-body-3: ಗೂಂಡಾಗಿರಿ ನಡೆಸಿದ ಕಾರ್ಯಕರ್ತರ ಮೇಲೆ ಕೂಡಲೇ ಕ್ರಮ ಕೈಗೊಳ್ಳಬೇಕು ಎಂದು ಒತ್ತಾಯಿಸಿದರು. ಈ ಸಂದರ್ಭದಲ್ಲಿ ಬಿಜೆಪಿ ಜಿಲ್ಲಾಧ್ಯಕ್ಷರು, ಪದಾಧಿಕಾರಿಗಳು, ಛಲವಾದಿ ಸಮಾಜದ ಮುಖಂಡರು ಪಾಲ್ಗೊಂಡಿದ್ದರು. bbox=[750, 1366, 918, 1406]
column-rule bbox=[433, 88, 434, 296]
